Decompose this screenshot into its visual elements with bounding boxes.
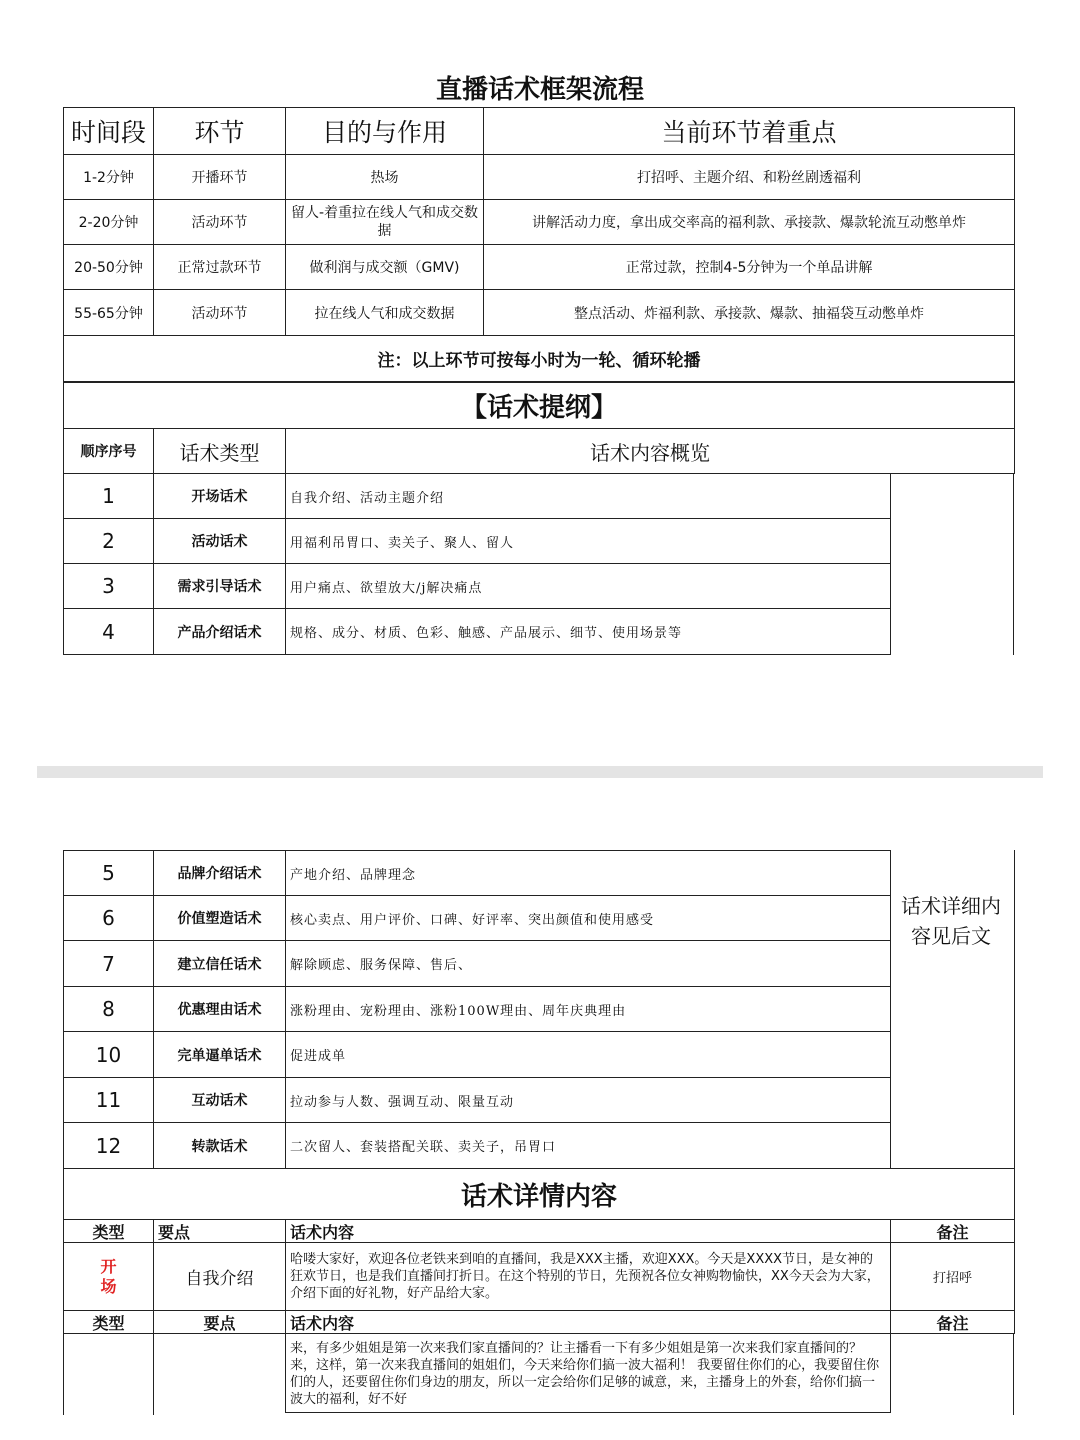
header-purpose: 目的与作用 (285, 107, 484, 155)
framework-table (63, 107, 1015, 383)
row-type: 优惠理由话术 (153, 986, 286, 1032)
row-index: 10 (63, 1031, 154, 1078)
detail-header-content: 话术内容 (285, 1310, 891, 1334)
loop-note: 注：以上环节可按每小时为一轮、循环轮播 (63, 335, 1015, 382)
row-type: 价值塑造话术 (153, 895, 286, 941)
column-border (1013, 1333, 1014, 1415)
page-title: 直播话术框架流程 (435, 74, 644, 105)
row-overview: 核心卖点、用户评价、口碑、好评率、突出颜值和使用感受 (285, 895, 891, 941)
row-index: 2 (63, 518, 154, 564)
row-overview: 二次留人、套装搭配关联、卖关子，吊胃口 (285, 1122, 891, 1169)
detail-header-content: 话术内容 (285, 1219, 891, 1243)
row-type: 转款话术 (153, 1122, 286, 1169)
row-overview: 促进成单 (285, 1031, 891, 1078)
cell-purpose: 热场 (285, 154, 484, 200)
row-overview: 解除顾虑、服务保障、售后、 (285, 940, 891, 987)
detail-header-type: 类型 (63, 1310, 154, 1334)
cell-time: 1-2分钟 (63, 154, 154, 200)
row-overview: 用福利吊胃口、卖关子、聚人、留人 (285, 518, 891, 564)
header-time: 时间段 (63, 107, 154, 155)
row-index: 3 (63, 563, 154, 609)
cell-focus: 正常过款，控制4-5分钟为一个单品讲解 (483, 244, 1015, 290)
row-index: 6 (63, 895, 154, 941)
outline-header-type: 话术类型 (153, 428, 286, 474)
detail-header-type: 类型 (63, 1219, 154, 1243)
row-index: 8 (63, 986, 154, 1032)
detail-content: 哈喽大家好，欢迎各位老铁来到咱的直播间，我是XXX主播，欢迎XXX。今天是XXXX节日，是女神的狂欢节日，也是我们直播间打折日。在这个特别的节日，先预祝各位女神购物愉快，XX今天会为大家，介绍下面的好礼物，好产品给大家。 (285, 1242, 891, 1311)
row-index: 5 (63, 850, 154, 896)
cell-stage: 活动环节 (153, 199, 286, 245)
cell-stage: 活动环节 (153, 289, 286, 336)
cell-focus: 打招呼、主题介绍、和粉丝剧透福利 (483, 154, 1015, 200)
outline-header-index: 顺序序号 (63, 428, 154, 474)
row-overview: 产地介绍、品牌理念 (285, 850, 891, 896)
row-overview: 用户痛点、欲望放大/j解决痛点 (285, 563, 891, 609)
column-border (153, 1333, 154, 1415)
row-type: 需求引导话术 (153, 563, 286, 609)
side-note: 话术详细内容见后文 (901, 894, 1001, 948)
row-type: 完单逼单话术 (153, 1031, 286, 1078)
page-divider (37, 766, 1043, 778)
outline-header-overview: 话术内容概览 (285, 428, 1015, 474)
cell-focus: 讲解活动力度，拿出成交率高的福利款、承接款、爆款轮流互动憋单炸 (483, 199, 1015, 245)
detail-header-point: 要点 (153, 1219, 286, 1243)
cell-time: 20-50分钟 (63, 244, 154, 290)
row-overview: 自我介绍、活动主题介绍 (285, 473, 891, 519)
row-type: 品牌介绍话术 (153, 850, 286, 896)
cell-purpose: 做利润与成交额（GMV) (285, 244, 484, 290)
detail-title: 话术详情内容 (63, 1168, 1015, 1220)
row-overview: 拉动参与人数、强调互动、限量互动 (285, 1077, 891, 1123)
row-type: 建立信任话术 (153, 940, 286, 987)
column-border (63, 1333, 64, 1415)
row-type: 产品介绍话术 (153, 608, 286, 655)
header-focus: 当前环节着重点 (483, 107, 1015, 155)
row-index: 12 (63, 1122, 154, 1169)
row-index: 11 (63, 1077, 154, 1123)
detail-content: 来，有多少姐姐是第一次来我们家直播间的？让主播看一下有多少姐姐是第一次来我们家直播间的？来，这样，第一次来我直播间的姐姐们，今天来给你们搞一波大福利！ 我要留住你们的心，我要留住你们的人，还要留住你们身边的朋友，所以一定会给你们足够的诚意，来，主播身上的外套，给你们搞一波大的福利，好不好 (285, 1333, 891, 1413)
cell-time: 55-65分钟 (63, 289, 154, 336)
cell-purpose: 拉在线人气和成交数据 (285, 289, 484, 336)
row-index: 1 (63, 473, 154, 519)
row-type: 活动话术 (153, 518, 286, 564)
row-index: 7 (63, 940, 154, 987)
cell-stage: 开播环节 (153, 154, 286, 200)
detail-point: 自我介绍 (153, 1242, 286, 1311)
side-note-cell (890, 850, 1015, 1169)
row-index: 4 (63, 608, 154, 655)
cell-time: 2-20分钟 (63, 199, 154, 245)
row-overview: 涨粉理由、宠粉理由、涨粉100W理由、周年庆典理由 (285, 986, 891, 1032)
header-stage: 环节 (153, 107, 286, 155)
side-column-border (1013, 473, 1014, 655)
detail-header-point: 要点 (153, 1310, 286, 1334)
row-overview: 规格、成分、材质、色彩、触感、产品展示、细节、使用场景等 (285, 608, 891, 655)
cell-stage: 正常过款环节 (153, 244, 286, 290)
detail-header-remark: 备注 (890, 1310, 1015, 1334)
row-type: 开场话术 (153, 473, 286, 519)
cell-purpose: 留人-着重拉在线人气和成交数据 (285, 199, 484, 245)
row-type: 互动话术 (153, 1077, 286, 1123)
detail-remark: 打招呼 (890, 1242, 1015, 1311)
detail-header-remark: 备注 (890, 1219, 1015, 1243)
detail-type: 开场 (63, 1242, 154, 1311)
cell-focus: 整点活动、炸福利款、承接款、爆款、抽福袋互动憋单炸 (483, 289, 1015, 336)
outline-title: 【话术提纲】 (63, 382, 1015, 429)
